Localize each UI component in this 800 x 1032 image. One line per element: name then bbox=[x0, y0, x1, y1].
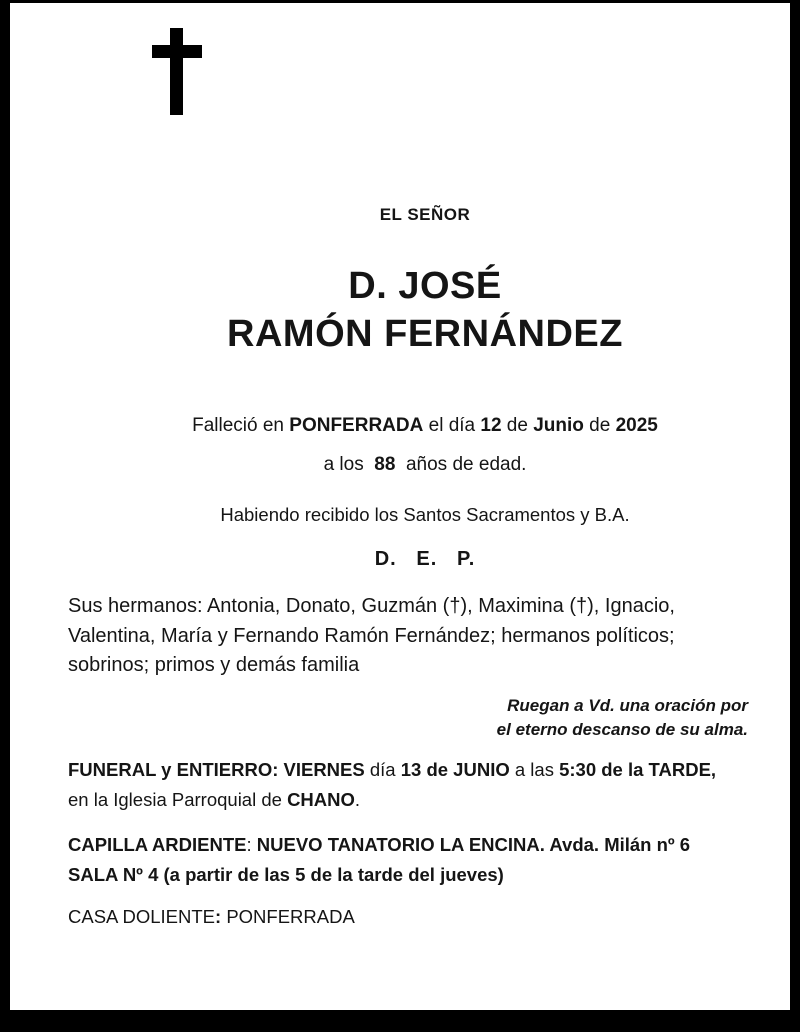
wake-line1 bbox=[68, 830, 690, 860]
funeral-segment: día bbox=[364, 759, 401, 780]
deceased-name-line2: RAMÓN FERNÁNDEZ bbox=[227, 313, 623, 355]
family-paragraph bbox=[68, 592, 778, 681]
prayer-line: el eterno descanso de su alma. bbox=[496, 719, 748, 739]
funeral-info bbox=[68, 755, 716, 815]
mourning-house-info bbox=[68, 906, 355, 928]
funeral-line2 bbox=[68, 785, 716, 815]
deceased-name-line1: D. JOSÉ bbox=[348, 265, 502, 307]
death-date-line bbox=[60, 415, 790, 437]
death-day: 12 bbox=[480, 415, 502, 436]
family-line: Valentina, María y Fernando Ramón Fernández; hermanos políticos; bbox=[68, 624, 675, 647]
funeral-title: FUNERAL y ENTIERRO: VIERNES bbox=[68, 759, 365, 780]
latin-cross-icon bbox=[152, 28, 202, 115]
family-line: Sus hermanos: Antonia, Donato, Guzmán (†), Maximina (†), Ignacio, bbox=[68, 595, 675, 617]
frame-left-border bbox=[0, 0, 10, 1032]
death-year: 2025 bbox=[615, 415, 658, 436]
death-month: Junio bbox=[533, 415, 584, 436]
sacraments-line: Habiendo recibido los Santos Sacramentos y B.A. bbox=[220, 504, 630, 525]
mourning-house-colon: : bbox=[215, 906, 222, 927]
funeral-segment: en la Iglesia Parroquial de bbox=[68, 789, 288, 810]
prayer-line: Ruegan a Vd. una oración por bbox=[507, 696, 748, 715]
mourning-house-label: CASA DOLIENTE bbox=[68, 906, 216, 927]
dep-abbreviation: D. E. P. bbox=[374, 548, 476, 570]
wake-location: NUEVO TANATORIO LA ENCINA. Avda. Milán nº 6 bbox=[256, 834, 691, 855]
frame-bottom-border bbox=[0, 1010, 800, 1032]
death-line-segment: de bbox=[583, 415, 616, 436]
age-value: 88 bbox=[374, 454, 396, 475]
funeral-segment: a las bbox=[509, 759, 560, 780]
wake-info bbox=[68, 830, 690, 890]
funeral-date: 13 de JUNIO bbox=[400, 759, 510, 780]
deceased-name bbox=[60, 262, 790, 358]
wake-line2: SALA Nº 4 (a partir de las 5 de la tarde del jueves) bbox=[68, 864, 504, 885]
wake-segment: : bbox=[246, 834, 257, 855]
prayer-note bbox=[68, 694, 748, 741]
death-place: PONFERRADA bbox=[289, 415, 424, 436]
funeral-segment: . bbox=[354, 789, 361, 810]
age-line-segment: años de edad. bbox=[395, 454, 527, 475]
death-line-segment: Falleció en bbox=[192, 415, 290, 436]
death-line-segment: de bbox=[501, 415, 534, 436]
death-line-segment: el día bbox=[423, 415, 481, 436]
mourning-house-value: PONFERRADA bbox=[221, 906, 355, 927]
frame-right-border bbox=[790, 0, 800, 1032]
family-line: sobrinos; primos y demás familia bbox=[68, 654, 360, 676]
funeral-time: 5:30 de la TARDE, bbox=[559, 759, 717, 780]
age-line bbox=[60, 454, 790, 476]
funeral-church: CHANO bbox=[287, 789, 355, 810]
wake-title: CAPILLA ARDIENTE bbox=[68, 834, 247, 855]
age-line-segment: a los bbox=[323, 454, 375, 475]
funeral-line1 bbox=[68, 755, 716, 785]
frame-top-border bbox=[0, 0, 800, 3]
salutation: EL SEÑOR bbox=[379, 205, 471, 224]
